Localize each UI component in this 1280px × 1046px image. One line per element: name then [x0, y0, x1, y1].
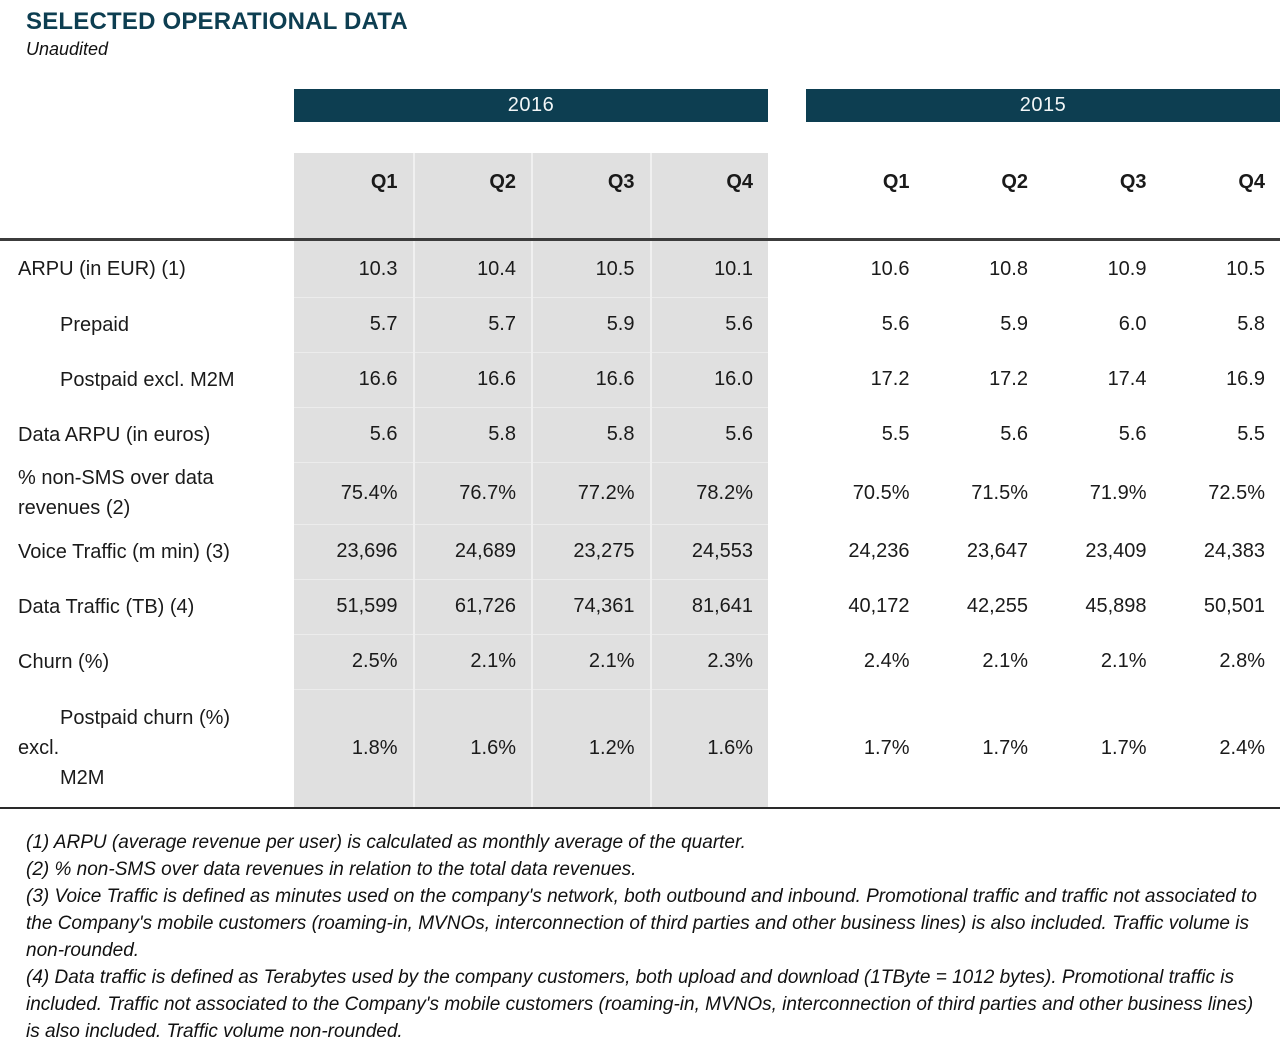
- table-cell: 5.9: [531, 297, 650, 352]
- quarter-header-2015-q3: Q3: [1119, 171, 1147, 193]
- table-cell: 5.7: [413, 297, 532, 352]
- table-cell: 2.5%: [294, 634, 413, 689]
- footnote-2: (2) % non-SMS over data revenues in relation to the total data revenues.: [26, 859, 637, 880]
- table-cell: 2.1%: [531, 634, 650, 689]
- table-cell: 81,641: [650, 579, 769, 634]
- table-cell: 77.2%: [531, 462, 650, 524]
- row-label: Postpaid churn (%): [60, 707, 231, 729]
- table-row-postpaid: [0, 352, 1280, 407]
- table-cell: 5.6: [294, 407, 413, 462]
- table-cell: 23,275: [531, 524, 650, 579]
- table-cell: 10.5: [1226, 257, 1265, 280]
- quarter-header-spacer: [0, 153, 294, 238]
- table-cell: 2.1%: [413, 634, 532, 689]
- table-cell: 5.6: [650, 297, 769, 352]
- row-label: Data ARPU (in euros): [18, 423, 211, 446]
- table-cell: 1.6%: [413, 689, 532, 807]
- table-row-churn: [0, 634, 1280, 689]
- table-cell: 50,501: [1203, 595, 1265, 617]
- table-cell: 40,172: [848, 595, 910, 617]
- table-row-prepaid: [0, 297, 1280, 352]
- table-cell: 23,696: [294, 524, 413, 579]
- table-cell: 51,599: [294, 579, 413, 634]
- quarter-header-2015-q1: Q1: [882, 171, 910, 193]
- table-cell: 24,236: [848, 540, 910, 562]
- quarter-header-2016-q3: Q3: [531, 153, 650, 238]
- table-cell: 6.0: [1118, 313, 1147, 335]
- table-cell: 1.7%: [1100, 736, 1147, 759]
- table-row-data-arpu: [0, 407, 1280, 462]
- table-cell: 71.9%: [1089, 481, 1147, 504]
- table-row-voice-traffic: [0, 524, 1280, 579]
- table-cell: 16.6: [531, 352, 650, 407]
- page-subtitle: Unaudited: [26, 39, 109, 59]
- year-header-spacer: [0, 89, 294, 122]
- table-cell: 2.8%: [1219, 650, 1265, 672]
- table-cell: 16.6: [294, 352, 413, 407]
- quarter-header-2015-q4: Q4: [1238, 171, 1265, 193]
- page-title: SELECTED OPERATIONAL DATA: [26, 8, 408, 35]
- year-header-row: [0, 89, 1280, 122]
- table-cell: 5.7: [294, 297, 413, 352]
- row-label: % non-SMS over data: [18, 467, 214, 489]
- table-cell: 76.7%: [413, 462, 532, 524]
- row-label: ARPU (in EUR) (1): [18, 258, 186, 280]
- table-cell: 5.5: [1237, 423, 1265, 445]
- table-cell: 17.2: [870, 368, 910, 390]
- table-cell: 70.5%: [852, 481, 910, 504]
- table-row-non-sms: [0, 462, 1280, 524]
- table-cell: 24,689: [413, 524, 532, 579]
- table-cell: 10.1: [650, 241, 769, 297]
- table-cell: 5.5: [881, 423, 910, 445]
- year-2015-header: 2015: [806, 89, 1280, 122]
- table-cell: 75.4%: [294, 462, 413, 524]
- table-cell: 5.8: [531, 407, 650, 462]
- row-label-line2: revenues (2): [18, 497, 131, 519]
- quarter-header-2016-q4: Q4: [650, 153, 769, 238]
- document-header: [0, 0, 1280, 61]
- table-cell: 16.6: [413, 352, 532, 407]
- table-row-postpaid-churn: [0, 689, 1280, 809]
- table-cell: 10.6: [870, 257, 910, 280]
- row-label: Churn (%): [18, 650, 110, 673]
- footnote-4: (4) Data traffic is defined as Terabytes used by the company customers, both upload and download (1TByte = 1012 bytes). Promotional traffic is included. Traffic not associated to the Company's mobile customers (roaming-in, MVNOs, interconnection of third parties and other business lines) is also included. Traffic volume non-rounded.: [26, 967, 1254, 1042]
- table-cell: 10.4: [413, 241, 532, 297]
- table-cell: 2.3%: [650, 634, 769, 689]
- quarter-header-row: [0, 153, 1280, 241]
- table-cell: 1.2%: [531, 689, 650, 807]
- table-cell: 16.0: [650, 352, 769, 407]
- table-cell: 2.1%: [1100, 650, 1147, 672]
- table-cell: 23,647: [966, 540, 1028, 562]
- row-label: Data Traffic (TB) (4): [18, 595, 195, 618]
- table-cell: 23,409: [1085, 540, 1147, 562]
- table-cell: 10.8: [989, 257, 1028, 280]
- row-label-line2: excl.: [18, 737, 60, 759]
- table-cell: 72.5%: [1208, 481, 1265, 504]
- table-cell: 1.7%: [982, 736, 1028, 759]
- table-cell: 5.6: [881, 313, 910, 335]
- year-2016-header: 2016: [294, 89, 768, 122]
- quarter-header-2016-q1: Q1: [294, 153, 413, 238]
- table-cell: 10.9: [1107, 257, 1147, 280]
- row-label: Voice Traffic (m min) (3): [18, 540, 230, 563]
- table-cell: 2.4%: [863, 650, 910, 672]
- footnote-1: (1) ARPU (average revenue per user) is calculated as monthly average of the quarter.: [26, 832, 746, 853]
- table-cell: 74,361: [531, 579, 650, 634]
- table-cell: 5.8: [1237, 313, 1265, 335]
- table-cell: 45,898: [1085, 595, 1147, 617]
- table-row-data-traffic: [0, 579, 1280, 634]
- table-cell: 42,255: [966, 595, 1028, 617]
- table-cell: 1.6%: [650, 689, 769, 807]
- table-cell: 5.6: [650, 407, 769, 462]
- footnotes-section: [0, 809, 1280, 1045]
- table-cell: 2.4%: [1219, 736, 1265, 759]
- table-cell: 10.3: [294, 241, 413, 297]
- table-cell: 17.4: [1107, 368, 1147, 390]
- table-row-arpu: [0, 241, 1280, 297]
- table-cell: 10.5: [531, 241, 650, 297]
- table-cell: 24,383: [1203, 540, 1265, 562]
- table-cell: 5.8: [413, 407, 532, 462]
- row-label: Postpaid excl. M2M: [60, 368, 235, 391]
- quarter-header-2016-q2: Q2: [413, 153, 532, 238]
- table-cell: 1.7%: [863, 736, 910, 759]
- header-spacer: [0, 122, 1280, 153]
- row-label-line3: M2M: [60, 767, 105, 789]
- table-cell: 17.2: [989, 368, 1028, 390]
- table-cell: 78.2%: [650, 462, 769, 524]
- table-cell: 5.9: [1000, 313, 1028, 335]
- table-cell: 2.1%: [982, 650, 1028, 672]
- row-label: Prepaid: [60, 313, 129, 336]
- table-cell: 5.6: [1118, 423, 1147, 445]
- year-group-gap: [768, 89, 806, 122]
- table-cell: 1.8%: [294, 689, 413, 807]
- table-cell: 24,553: [650, 524, 769, 579]
- table-cell: 61,726: [413, 579, 532, 634]
- year-group-gap: [768, 153, 806, 238]
- quarter-header-2015-q2: Q2: [1001, 171, 1028, 193]
- table-cell: 5.6: [1000, 423, 1028, 445]
- table-cell: 71.5%: [971, 481, 1028, 504]
- table-cell: 16.9: [1226, 368, 1265, 390]
- footnote-3: (3) Voice Traffic is defined as minutes used on the company's network, both outbound and inbound. Promotional traffic and traffic not associated to the Company's mobile customers (roaming-in, MVNOs, interconnection of third parties and other business lines) is also included. Traffic volume is non-rounded.: [26, 886, 1257, 961]
